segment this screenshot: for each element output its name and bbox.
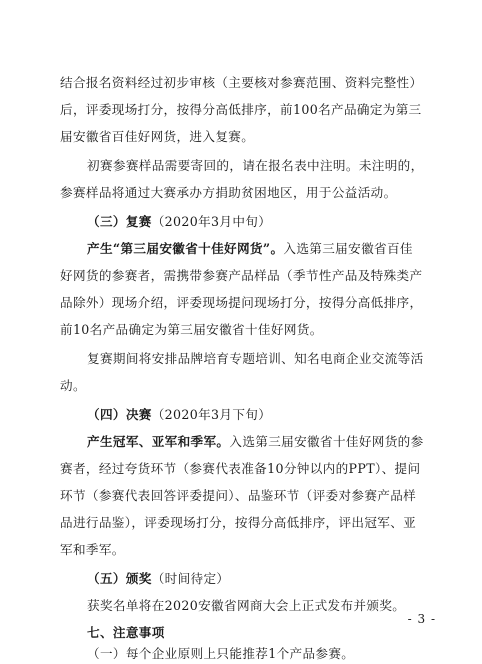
paragraph-line	[87, 238, 422, 257]
section-title: （三）复赛	[87, 214, 152, 229]
paragraph-line: 结合报名资料经过初步审核（主要核对参赛范围、资料完整性）	[60, 75, 423, 90]
section-title: （五）颁奖	[87, 571, 152, 586]
paragraph-line: 环节（参赛代表回答评委提问）、品鉴环节（评委对参赛产品样	[60, 488, 417, 503]
paragraph-text: 入选第三届安徽省百佳	[283, 241, 413, 256]
paragraph-line: 获奖名单将在2020安徽省网商大会上正式发布并颁奖。	[87, 598, 406, 613]
paragraph-line: 初赛参赛样品需要寄回的，请在报名表中注明。未注明的，	[87, 158, 424, 173]
section-date: （时间待定）	[151, 571, 230, 586]
paragraph-line: 品除外）现场介绍，评委现场提问现场打分，按得分高低排序，	[60, 295, 423, 310]
paragraph-line: 参赛样品将通过大赛承办方捐助贫困地区，用于公益活动。	[60, 185, 397, 200]
section-date: （2020年3月中旬）	[151, 214, 272, 229]
paragraph-line: 好网货的参赛者，需携带参赛产品样品（季节性产品及特殊类产	[60, 268, 423, 283]
section-heading-notes: 七、注意事项	[87, 625, 165, 640]
paragraph-line: 复赛期间将安排品牌培育专题培训、知名电商企业交流等活	[87, 351, 424, 366]
emphasis-text: 产生冠军、亚军和季军。	[87, 434, 230, 449]
page-number: - 3 -	[407, 612, 436, 626]
paragraph-line: 品进行品鉴），评委现场打分，按得分高低排序，评出冠军、亚	[60, 515, 417, 530]
section-date: （2020年3月下旬）	[151, 407, 272, 422]
emphasis-text: 产生“第三届安徽省十佳好网货”。	[87, 241, 284, 256]
section-title: （四）决赛	[87, 407, 152, 422]
paragraph-text: 入选第三届安徽省十佳好网货的参	[229, 434, 424, 449]
section-heading-award	[87, 568, 422, 587]
paragraph-line: 届安徽省百佳好网货，进入复赛。	[60, 129, 255, 144]
paragraph-line: （一）每个企业原则上只能推荐1个产品参赛。	[87, 646, 355, 661]
paragraph-line: 后，评委现场打分，按得分高低排序，前100名产品确定为第三	[60, 102, 422, 117]
section-heading-rematch	[87, 211, 422, 230]
section-heading-final	[87, 404, 422, 423]
paragraph-line: 动。	[60, 378, 86, 393]
paragraph-line: 赛者，经过夸货环节（参赛代表准备10分钟以内的PPT）、提问	[60, 461, 421, 476]
paragraph-line	[87, 431, 422, 450]
paragraph-line: 前10名产品确定为第三届安徽省十佳好网货。	[60, 322, 323, 337]
paragraph-line: 军和季军。	[60, 542, 125, 557]
